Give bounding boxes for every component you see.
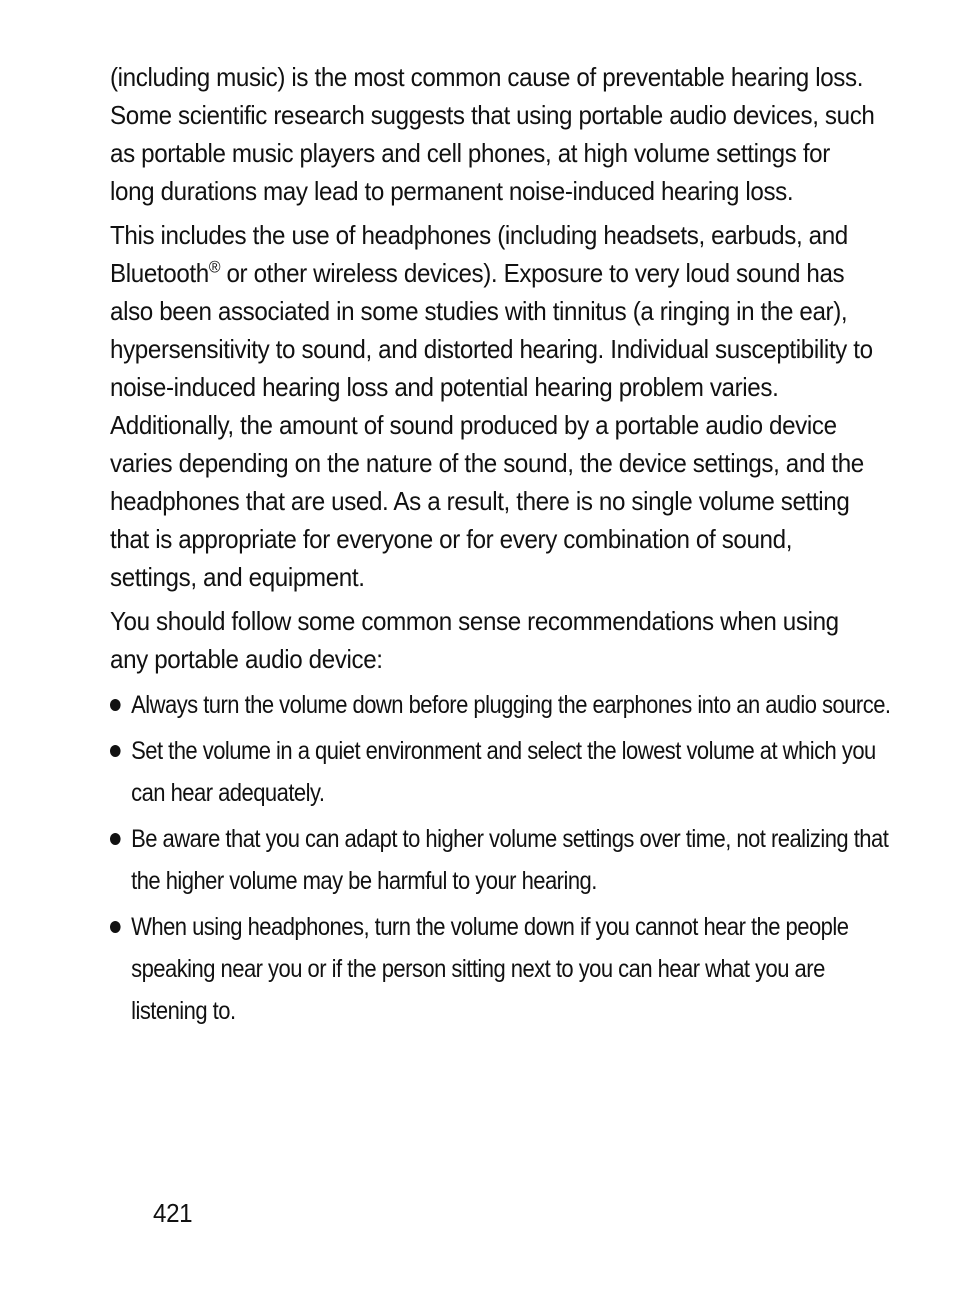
- list-item-text: Always turn the volume down before plugging the earphones into an audio source.: [131, 691, 891, 719]
- list-item: [110, 906, 895, 1032]
- list-item: [110, 730, 895, 814]
- paragraph-headphones-start: This includes the use of headphones (including headsets, earbuds, and Bluetooth: [110, 220, 848, 288]
- list-item-text: Set the volume in a quiet environment and select the lowest volume at which you can hear adequately.: [131, 737, 876, 807]
- bullet-icon: [110, 745, 121, 757]
- bullet-icon: [110, 833, 121, 845]
- page-number: 421: [153, 1198, 193, 1228]
- paragraph-headphones: [110, 216, 880, 596]
- paragraph-hearing-loss: (including music) is the most common cause of preventable hearing loss. Some scientific research suggests that using portable audio devices, such as portable music players and cell phones, at high volume settings for long durations may lead to permanent noise-induced hearing loss.: [110, 62, 875, 206]
- paragraph-headphones-end: or other wireless devices). Exposure to very loud sound has also been associated in some studies with tinnitus (a ringing in the ear), hypersensitivity to sound, and distorted hearing. Individual susceptibility to noise-induced hearing loss and potential hearing problem varies. Additionally, the amount of sound produced by a portable audio device varies depending on the nature of the sound, the device settings, and the headphones that are used. As a result, there is no single volume setting that is appropriate for everyone or for every combination of sound, settings, and equipment.: [110, 258, 873, 592]
- recommendations-list: [110, 684, 891, 1032]
- registered-trademark-mark: ®: [208, 257, 221, 277]
- paragraph-recommendations-intro: You should follow some common sense recommendations when using any portable audio device:: [110, 606, 839, 674]
- list-item: [110, 818, 895, 902]
- bullet-icon: [110, 699, 121, 711]
- page-content: [110, 58, 891, 1036]
- list-item: [110, 684, 895, 726]
- bullet-icon: [110, 921, 121, 933]
- list-item-text: When using headphones, turn the volume down if you cannot hear the people speaking near you or if the person sitting next to you can hear what you are listening to.: [131, 913, 849, 1025]
- list-item-text: Be aware that you can adapt to higher volume settings over time, not realizing that the higher volume may be harmful to your hearing.: [131, 825, 889, 895]
